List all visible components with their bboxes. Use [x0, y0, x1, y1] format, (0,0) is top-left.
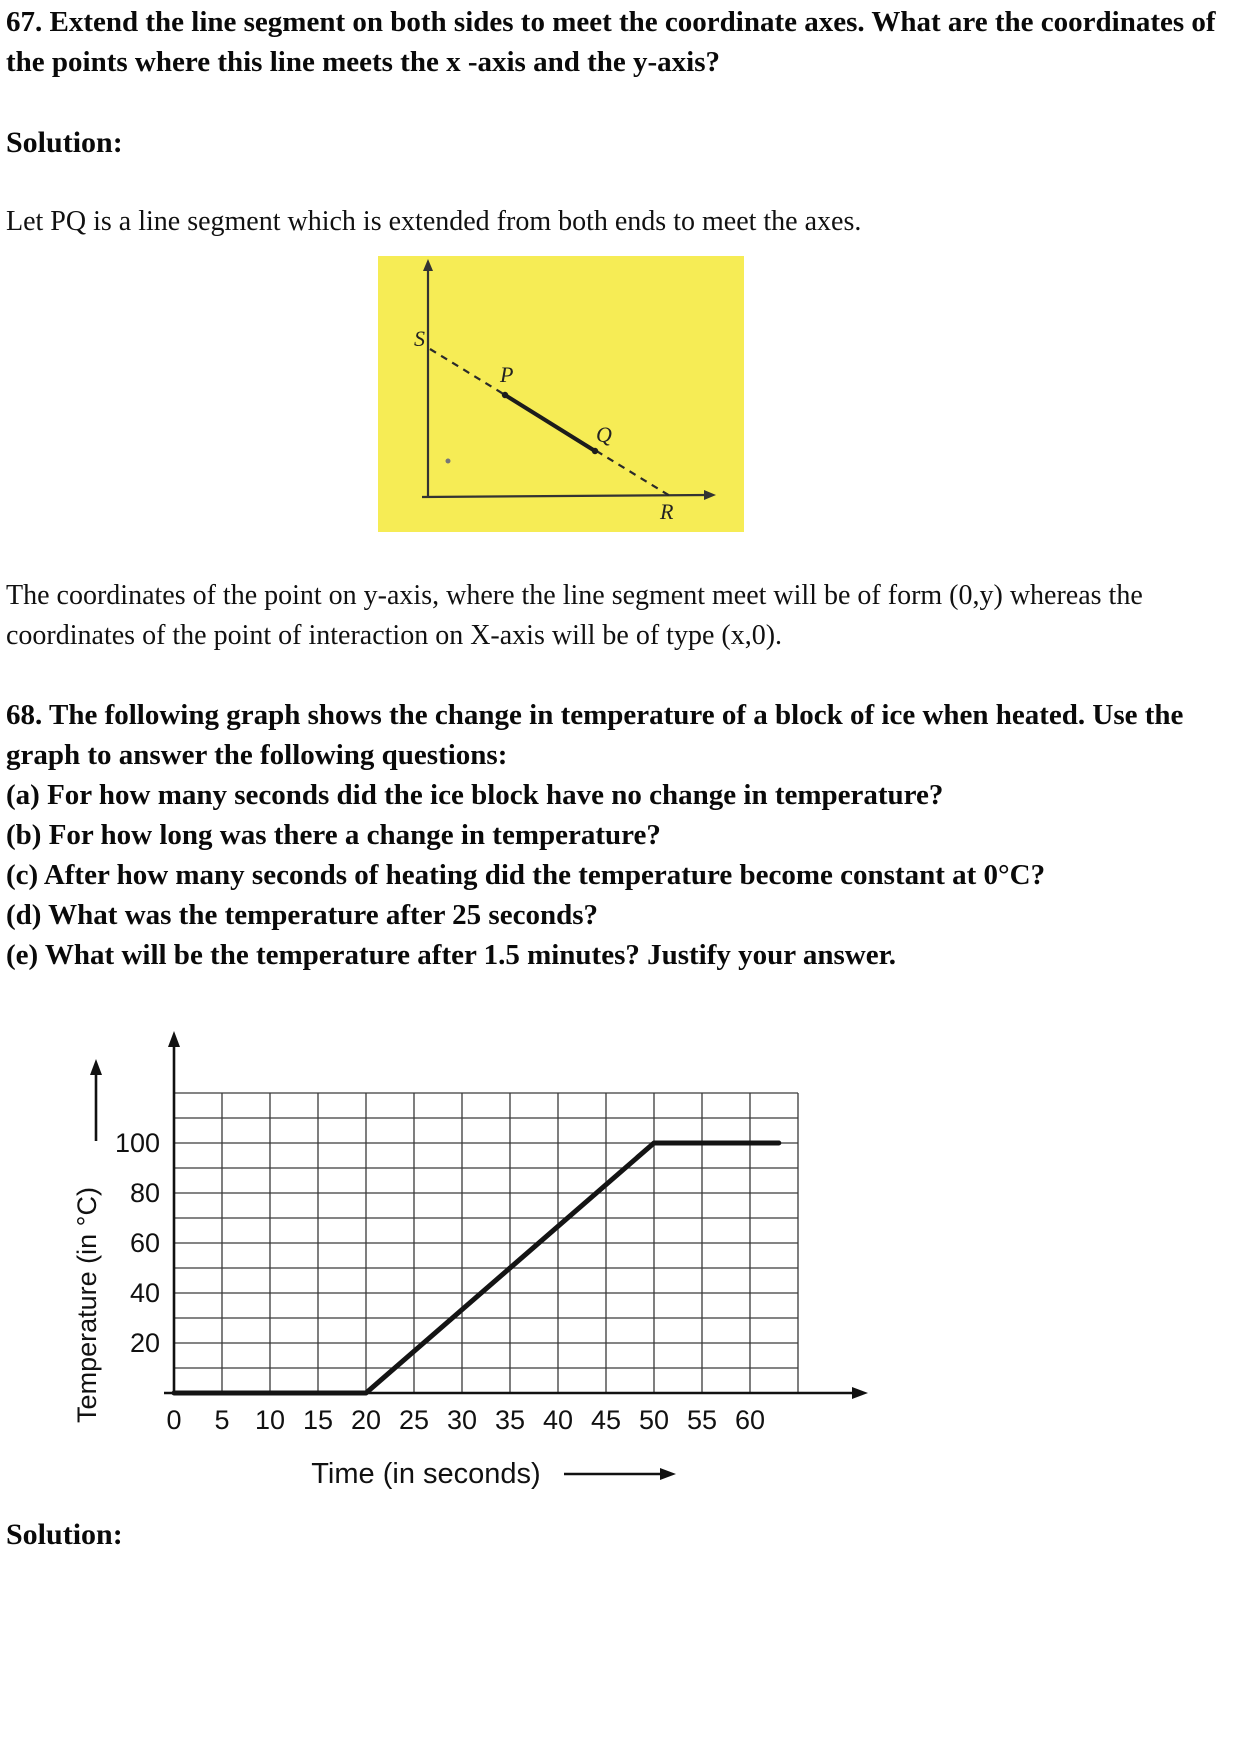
x-tick-label: 20 [350, 1405, 382, 1436]
x-tick-label: 40 [542, 1405, 574, 1436]
x-tick-label: 45 [590, 1405, 622, 1436]
x-axis-title: Time (in seconds) [311, 1458, 541, 1491]
x-tick-label: 30 [446, 1405, 478, 1436]
q68-line-d: (d) What was the temperature after 25 seconds? [6, 899, 599, 932]
x-axis-arrow [852, 1387, 868, 1399]
y-tick-label: 100 [114, 1128, 160, 1159]
x-axis-title-arrow [660, 1468, 676, 1480]
solution-heading-67: Solution: [6, 126, 123, 160]
x-tick-label: 0 [166, 1405, 182, 1436]
question-68-text [6, 695, 1231, 975]
axes-diagram-svg [378, 256, 744, 532]
x-tick-label: 60 [734, 1405, 766, 1436]
point-P-dot [502, 392, 508, 398]
q67-figure-wrap [378, 256, 1231, 532]
x-tick-label: 15 [302, 1405, 334, 1436]
q68-figure-wrap [54, 1003, 1231, 1508]
stray-mark [446, 458, 451, 463]
point-Q-dot [592, 448, 598, 454]
label-Q: Q [596, 421, 612, 447]
q68-line-b: (b) For how long was there a change in temperature? [6, 819, 661, 852]
solution-heading-68: Solution: [6, 1518, 123, 1552]
q68-line-1: 68. The following graph shows the change in temperature of a block of ice when heated. Use the graph to answer the following questions: [6, 699, 1184, 772]
y-tick-label: 60 [129, 1228, 160, 1259]
x-tick-label: 50 [638, 1405, 670, 1436]
question-67-text: 67. Extend the line segment on both sides to meet the coordinate axes. What are the coordinates of the points where this line meets the x -axis and the y-axis? [6, 6, 1216, 79]
y-axis-title-arrow [90, 1059, 102, 1075]
y-tick-label: 40 [129, 1278, 160, 1309]
segment-PQ [505, 395, 595, 451]
x-tick-label: 35 [494, 1405, 526, 1436]
x-tick-label: 10 [254, 1405, 286, 1436]
y-tick-label: 80 [129, 1178, 160, 1209]
label-S: S [414, 325, 425, 351]
y-axis-title: Temperature (in °C) [72, 1187, 102, 1424]
x-axis-line [422, 495, 708, 497]
q67-intro-text: Let PQ is a line segment which is extended from both ends to meet the axes. [6, 206, 862, 238]
q68-line-a: (a) For how many seconds did the ice block have no change in temperature? [6, 779, 944, 812]
y-axis-arrow [168, 1031, 180, 1047]
y-axis-arrow [423, 259, 433, 271]
coordinate-axes-figure [378, 256, 744, 532]
x-tick-label: 55 [686, 1405, 718, 1436]
y-tick-label: 20 [129, 1328, 160, 1359]
x-tick-label: 25 [398, 1405, 430, 1436]
q68-line-e: (e) What will be the temperature after 1.5 minutes? Justify your answer. [6, 939, 897, 972]
x-axis-arrow [704, 490, 716, 500]
label-R: R [660, 498, 674, 524]
x-tick-label: 5 [214, 1405, 230, 1436]
q68-line-c: (c) After how many seconds of heating did the temperature become constant at 0°C? [6, 859, 1046, 892]
label-P: P [500, 361, 514, 387]
temperature-time-graph [54, 1003, 878, 1503]
q67-conclusion-text: The coordinates of the point on y-axis, where the line segment meet will be of form (0,y) whereas the coordinates of the point of interaction on X-axis will be of type (x,0). [6, 579, 1143, 651]
